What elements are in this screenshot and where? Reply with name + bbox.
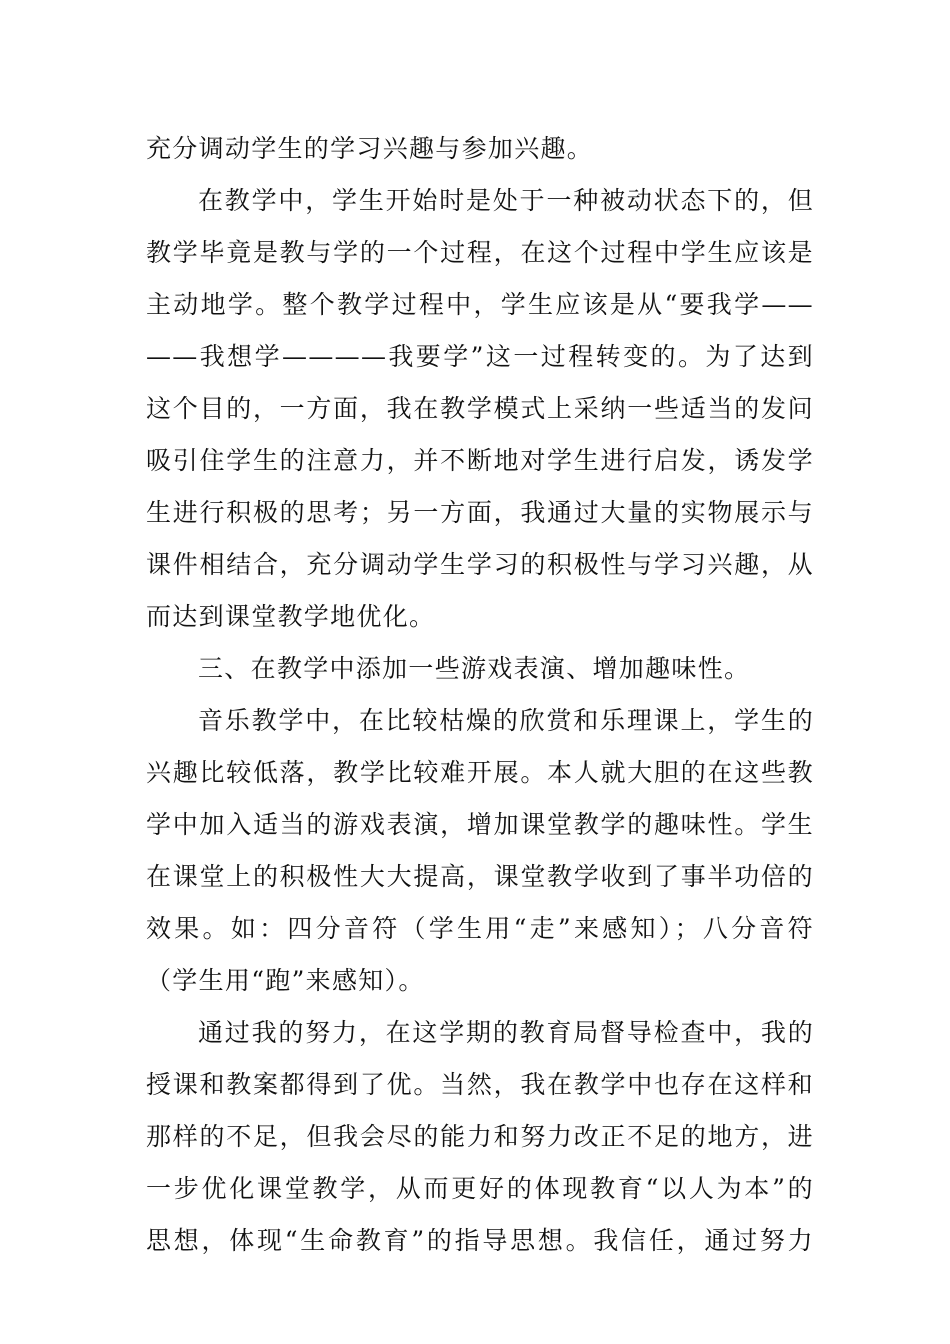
text-line-15: 在课堂上的积极性大大提高，课堂教学收到了事半功倍的 <box>146 862 814 891</box>
text-line-14: 学中加入适当的游戏表演，增加课堂教学的趣味性。学生 <box>146 810 814 839</box>
text-line-21: 一步优化课堂教学，从而更好的体现教育“以人为本”的 <box>146 1174 814 1203</box>
text-line-10: 而达到课堂教学地优化。 <box>146 602 436 631</box>
document-body <box>146 123 814 1267</box>
text-line-8: 生进行积极的思考；另一方面，我通过大量的实物展示与 <box>146 498 814 527</box>
text-line-7: 吸引住学生的注意力，并不断地对学生进行启发，诱发学 <box>146 446 814 475</box>
section-heading: 三、在教学中添加一些游戏表演、增加趣味性。 <box>198 654 751 683</box>
text-line-9: 课件相结合，充分调动学生学习的积极性与学习兴趣，从 <box>146 550 814 579</box>
text-line-4: 主动地学。整个教学过程中，学生应该是从“要我学—— <box>146 290 814 319</box>
text-line-1: 充分调动学生的学习兴趣与参加兴趣。 <box>146 134 594 163</box>
text-line-17: （学生用“跑”来感知）。 <box>146 966 425 995</box>
text-line-6: 这个目的，一方面，我在教学模式上采纳一些适当的发问 <box>146 394 814 423</box>
text-line-3: 教学毕竟是教与学的一个过程，在这个过程中学生应该是 <box>146 238 814 267</box>
text-line-20: 那样的不足，但我会尽的能力和努力改正不足的地方，进 <box>146 1122 814 1151</box>
text-line-18: 通过我的努力，在这学期的教育局督导检查中，我的 <box>198 1018 814 1047</box>
text-line-13: 兴趣比较低落，教学比较难开展。本人就大胆的在这些教 <box>146 758 814 787</box>
text-line-16: 效果。如：四分音符（学生用“走”来感知）；八分音符 <box>146 914 814 943</box>
text-line-19: 授课和教案都得到了优。当然，我在教学中也存在这样和 <box>146 1070 814 1099</box>
text-line-22: 思想，体现“生命教育”的指导思想。我信任，通过努力 <box>146 1226 814 1255</box>
text-line-2: 在教学中，学生开始时是处于一种被动状态下的，但 <box>198 186 814 215</box>
text-line-5: ——我想学————我要学”这一过程转变的。为了达到 <box>146 342 814 371</box>
text-line-12: 音乐教学中，在比较枯燥的欣赏和乐理课上，学生的 <box>198 706 814 735</box>
